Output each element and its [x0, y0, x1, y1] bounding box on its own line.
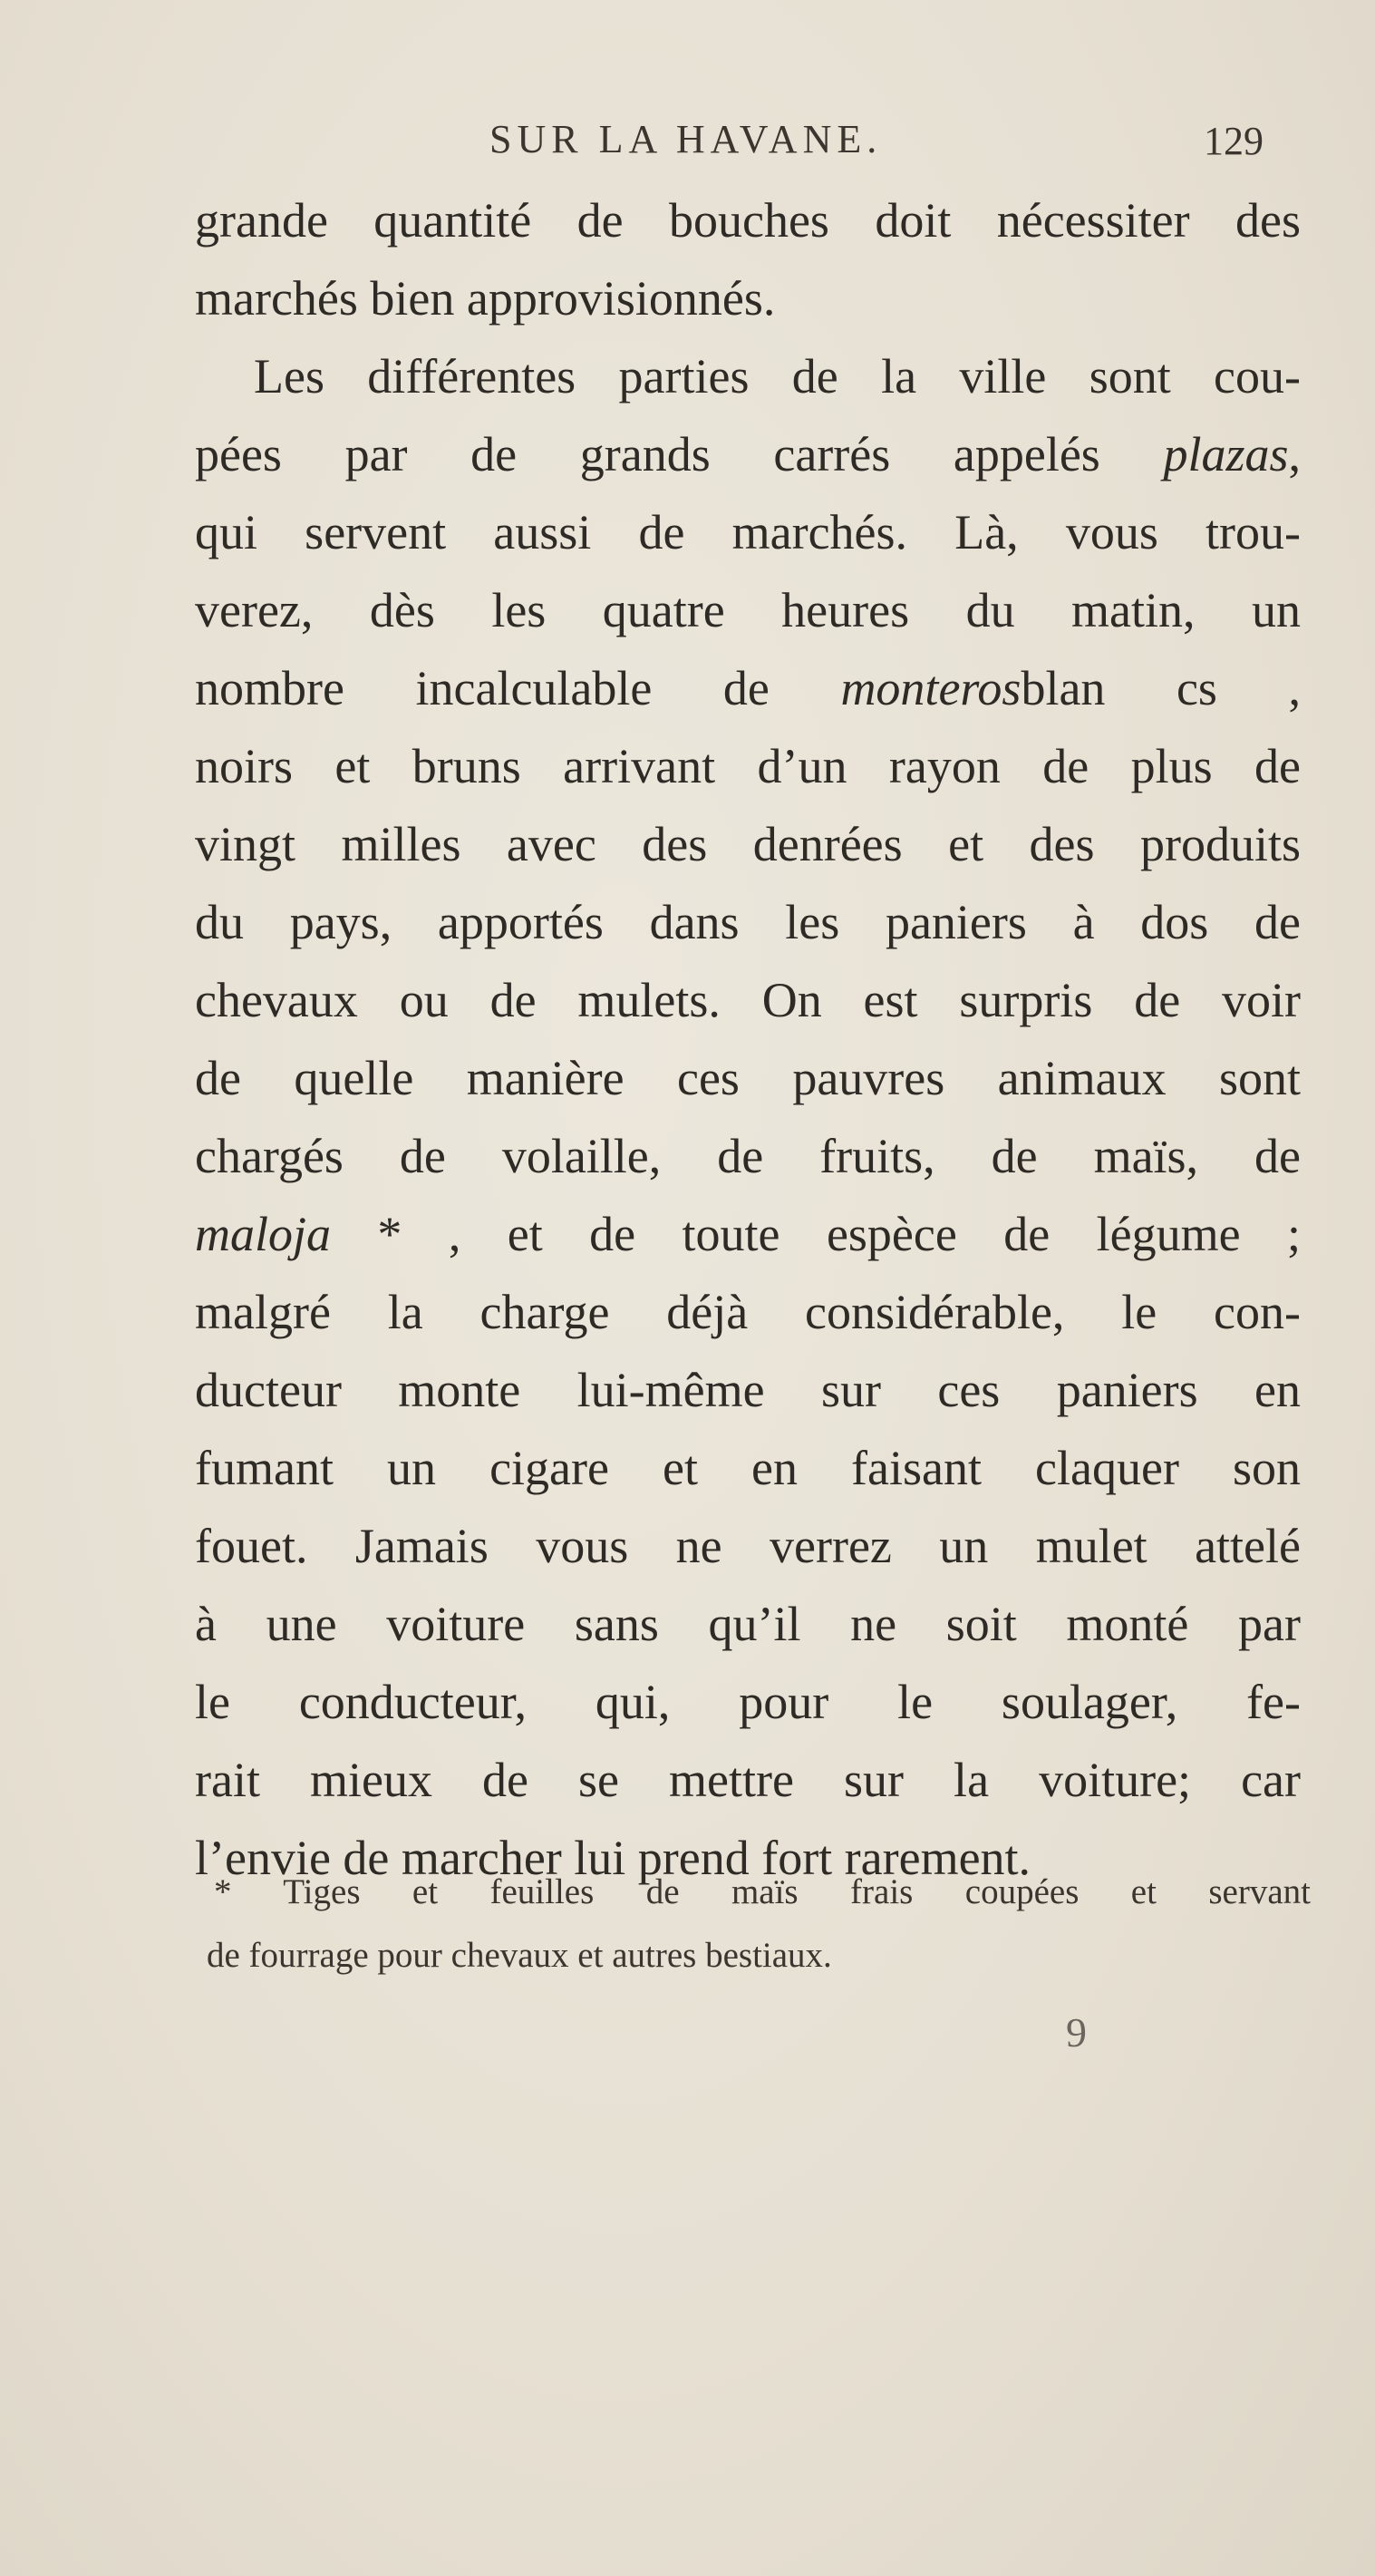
- text-segment: pées par de grands carrés appelés: [195, 427, 1164, 481]
- text-line: verez, dès les quatre heures du matin, un: [195, 583, 1301, 637]
- text-line: [195, 649, 1301, 727]
- text-segment: nombre incalculable de: [195, 661, 841, 715]
- text-line: rait mieux de se mettre sur la voiture; car: [195, 1753, 1301, 1807]
- running-title: SUR LA HAVANE.: [489, 117, 883, 161]
- text-line: fumant un cigare et en faisant claquer son: [195, 1441, 1301, 1495]
- text-line: le conducteur, qui, pour le soulager, fe-: [195, 1675, 1301, 1729]
- footnote-line: de fourrage pour chevaux et autres bestiaux.: [207, 1936, 832, 1975]
- text-line: [195, 1195, 1301, 1273]
- text-segment: blan cs ,: [1021, 661, 1301, 715]
- signature-mark: 9: [1066, 2009, 1087, 2056]
- text-line: chargés de volaille, de fruits, de maïs, de: [195, 1129, 1301, 1183]
- text-line: chevaux ou de mulets. On est surpris de voir: [195, 973, 1301, 1027]
- text-line: Les différentes parties de la ville sont cou-: [254, 349, 1301, 403]
- text-line: grande quantité de bouches doit nécessiter des: [195, 193, 1301, 248]
- text-segment: * , et de toute espèce de légume ;: [331, 1207, 1301, 1261]
- text-line: malgré la charge déjà considérable, le con-: [195, 1285, 1301, 1339]
- text-line: du pays, apportés dans les paniers à dos de: [195, 895, 1301, 949]
- text-line: vingt milles avec des denrées et des produits: [195, 817, 1301, 871]
- text-line: noirs et bruns arrivant d’un rayon de plus de: [195, 739, 1301, 793]
- text-line: [195, 415, 1301, 493]
- italic-term: plazas: [1163, 427, 1289, 481]
- text-line: à une voiture sans qu’il ne soit monté par: [195, 1597, 1301, 1651]
- italic-term: maloja: [195, 1207, 332, 1261]
- italic-term: monteros: [840, 661, 1022, 715]
- text-line: qui servent aussi de marchés. Là, vous trou-: [195, 505, 1301, 559]
- text-line: ducteur monte lui-même sur ces paniers en: [195, 1363, 1301, 1417]
- text-line: marchés bien approvisionnés.: [195, 271, 776, 326]
- text-segment: ,: [1288, 427, 1301, 481]
- text-line: de quelle manière ces pauvres animaux sont: [195, 1051, 1301, 1105]
- footnote-line: * Tiges et feuilles de maïs frais coupées et servant: [214, 1872, 1311, 1911]
- text-line: l’envie de marcher lui prend fort rarement.: [195, 1831, 1031, 1885]
- page-number: 129: [1204, 119, 1264, 163]
- text-line: fouet. Jamais vous ne verrez un mulet attelé: [195, 1519, 1301, 1573]
